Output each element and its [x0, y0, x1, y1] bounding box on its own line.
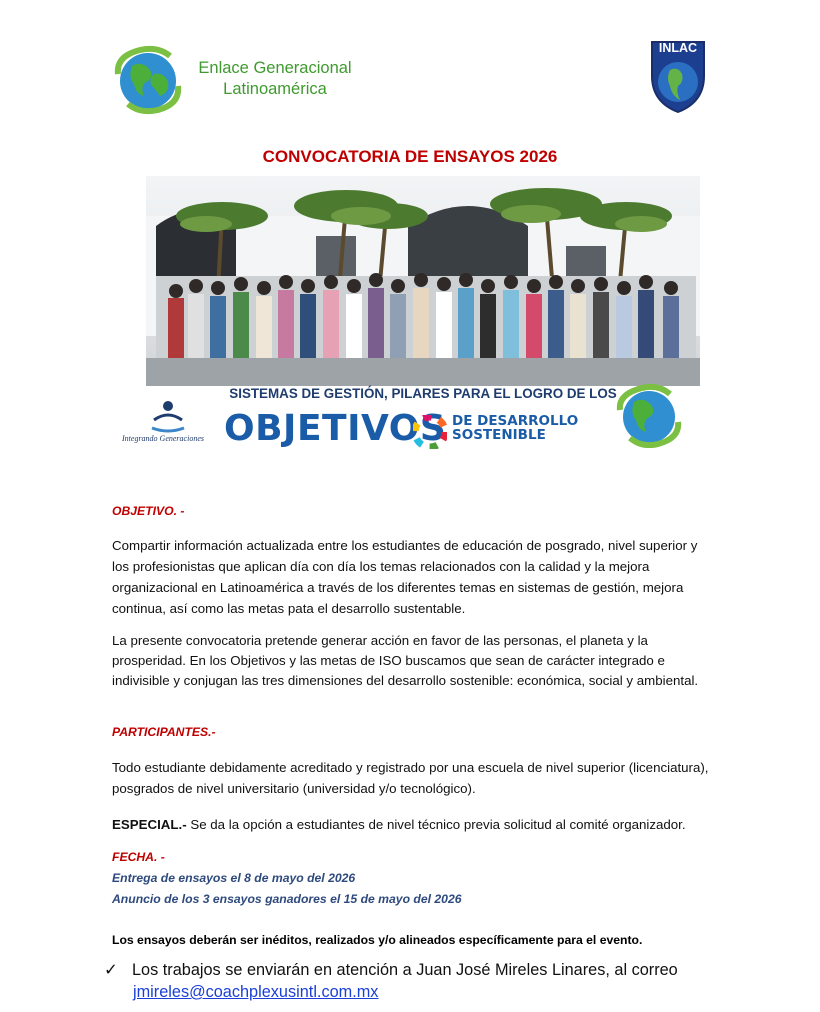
especial-text: Se da la opción a estudiantes de nivel técnico previa solicitud al comité organizador. — [186, 817, 686, 832]
objetivo-heading: OBJETIVO. - — [112, 504, 185, 518]
banner-subtitle: SISTEMAS DE GESTIÓN, PILARES PARA EL LOGRO DE LOS — [229, 386, 617, 401]
ods-line1: DE DESARROLLO — [452, 413, 579, 429]
ineditos-note: Los ensayos deberán ser inéditos, realizados y/o alineados específicamente para el evento. — [112, 933, 643, 947]
event-banner — [122, 176, 700, 454]
especial-label: ESPECIAL.- — [112, 817, 187, 832]
globe-icon — [110, 44, 186, 116]
participantes-paragraph: Todo estudiante debidamente acreditado y registrado por una escuela de nivel superior (licenciatura), posgrados de nivel universitario (universidad y/o tecnológico). — [112, 760, 709, 796]
objetivo-paragraph-1: Compartir información actualizada entre los estudiantes de educación de posgrado, nivel superior y los profesionistas que aplican día con día los temas relacionados con la calidad y la mejora organizacional en Latinoamérica a través de los diferentes temas en sistemas de gestión, mejora continua, así como las metas pata el desarrollo sustentable. — [112, 538, 698, 616]
submission-item — [104, 960, 678, 980]
fecha-heading: FECHA. - — [112, 850, 165, 864]
objetivo-paragraph-2: La presente convocatoria pretende generar acción en favor de las personas, el planeta y la prosperidad. En los Objetivos y las metas de ISO buscamos que sean de carácter integrado e indivisible y conjugan las tres dimensiones del desarrollo sostenible: económica, social y ambiental. — [112, 633, 699, 688]
page-title: CONVOCATORIA DE ENSAYOS 2026 — [262, 147, 558, 166]
checkmark-icon: ✓ — [104, 961, 118, 979]
ods-line2: SOSTENIBLE — [452, 427, 546, 443]
fecha-anuncio: Anuncio de los 3 ensayos ganadores el 15 de mayo del 2026 — [112, 892, 462, 906]
especial-paragraph — [112, 814, 712, 835]
fecha-entrega: Entrega de ensayos el 8 de mayo del 2026 — [112, 871, 356, 885]
integrando-generaciones-icon — [148, 398, 188, 434]
enlace-generacional-logo — [110, 44, 360, 116]
participantes-heading: PARTICIPANTES.- — [112, 725, 216, 739]
ods-small-text — [452, 414, 578, 442]
integrando-generaciones-text: Integrando Generaciones — [122, 434, 204, 443]
sdg-wheel-icon — [413, 415, 447, 449]
inlac-label: INLAC — [658, 41, 698, 55]
globe-icon — [612, 384, 686, 448]
logo-text-line2: Latinoamérica — [223, 80, 327, 98]
group-photo — [146, 176, 700, 386]
logo-text-line1: Enlace Generacional — [198, 59, 352, 77]
email-link[interactable]: jmireles@coachplexusintl.com.mx — [133, 983, 379, 1001]
submission-text: Los trabajos se enviarán en atención a Juan José Mireles Linares, al correo — [132, 961, 678, 979]
inlac-shield-logo — [648, 38, 708, 114]
objetivos-wordmark: OBJETIVOS — [224, 408, 447, 449]
